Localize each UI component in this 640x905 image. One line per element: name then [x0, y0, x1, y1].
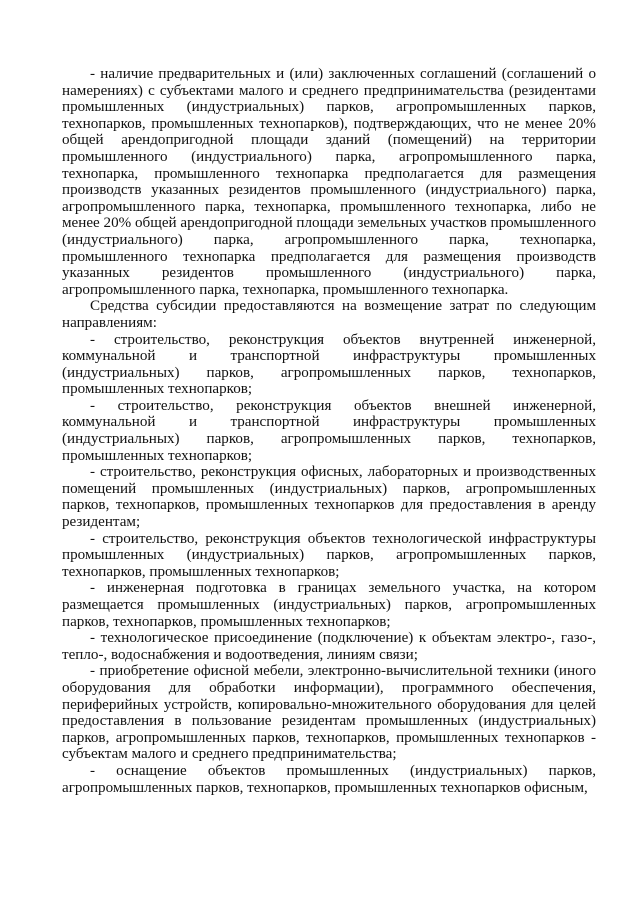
paragraph-subsidy-intro: Средства субсидии предоставляются на возмещение затрат по следующим направлениям:: [62, 298, 596, 331]
list-item-engineering-preparation: - инженерная подготовка в границах земельного участка, на котором размещается промышленных (индустриальных) парков, агропромышленных парков, технопарков, промышленных технопарков;: [62, 580, 596, 630]
list-item-utility-connection: - технологическое присоединение (подключение) к объектам электро-, газо-, тепло-, водоснабжения и водоотведения, линиям связи;: [62, 630, 596, 663]
list-item-office-equipment: - приобретение офисной мебели, электронно-вычислительной техники (иного оборудования для обработки информации), программного обеспечения, периферийных устройств, копировально-множительного оборудования для целей предоставления в пользование резидентам промышленных (индустриальных) парков, агропромышленных парков, технопарков, промышленных технопарков - субъектам малого и среднего предпринимательства;: [62, 663, 596, 763]
paragraph-agreements: - наличие предварительных и (или) заключенных соглашений (соглашений о намерениях) с субъектами малого и среднего предпринимательства (резидентами промышленных (индустриальных) парков, агропромышленных парков, технопарков, промышленных технопарков), подтверждающих, что не менее 20% общей арендопригодной площади зданий (помещений) на территории промышленного (индустриального) парка, агропромышленного парка, технопарка, промышленного технопарка предполагается для размещения производств указанных резидентов промышленного (индустриального) парка, агропромышленного парка, технопарка, промышленного технопарка, либо не менее 20% общей арендопригодной площади земельных участков промышленного (индустриального) парка, агропромышленного парка, технопарка, промышленного технопарка предполагается для размещения производств указанных резидентов промышленного (индустриального) парка, агропромышленного парка, технопарка, промышленного технопарка.: [62, 66, 596, 298]
list-item-external-infrastructure: - строительство, реконструкция объектов внешней инженерной, коммунальной и транспортной инфраструктуры промышленных (индустриальных) парков, агропромышленных парков, технопарков, промышленных технопарков;: [62, 397, 596, 464]
list-item-technological-infrastructure: - строительство, реконструкция объектов технологической инфраструктуры промышленных (индустриальных) парков, агропромышленных парков, технопарков, промышленных технопарков;: [62, 530, 596, 580]
document-page: [62, 66, 596, 796]
list-item-office-premises: - строительство, реконструкция офисных, лабораторных и производственных помещений промышленных (индустриальных) парков, агропромышленных парков, технопарков, промышленных технопарков для предоставления в аренду резидентам;: [62, 464, 596, 531]
list-item-equipping-objects: - оснащение объектов промышленных (индустриальных) парков, агропромышленных парков, технопарков, промышленных технопарков офисным,: [62, 762, 596, 796]
list-item-internal-infrastructure: - строительство, реконструкция объектов внутренней инженерной, коммунальной и транспортной инфраструктуры промышленных (индустриальных) парков, агропромышленных парков, технопарков, промышленных технопарков;: [62, 331, 596, 398]
